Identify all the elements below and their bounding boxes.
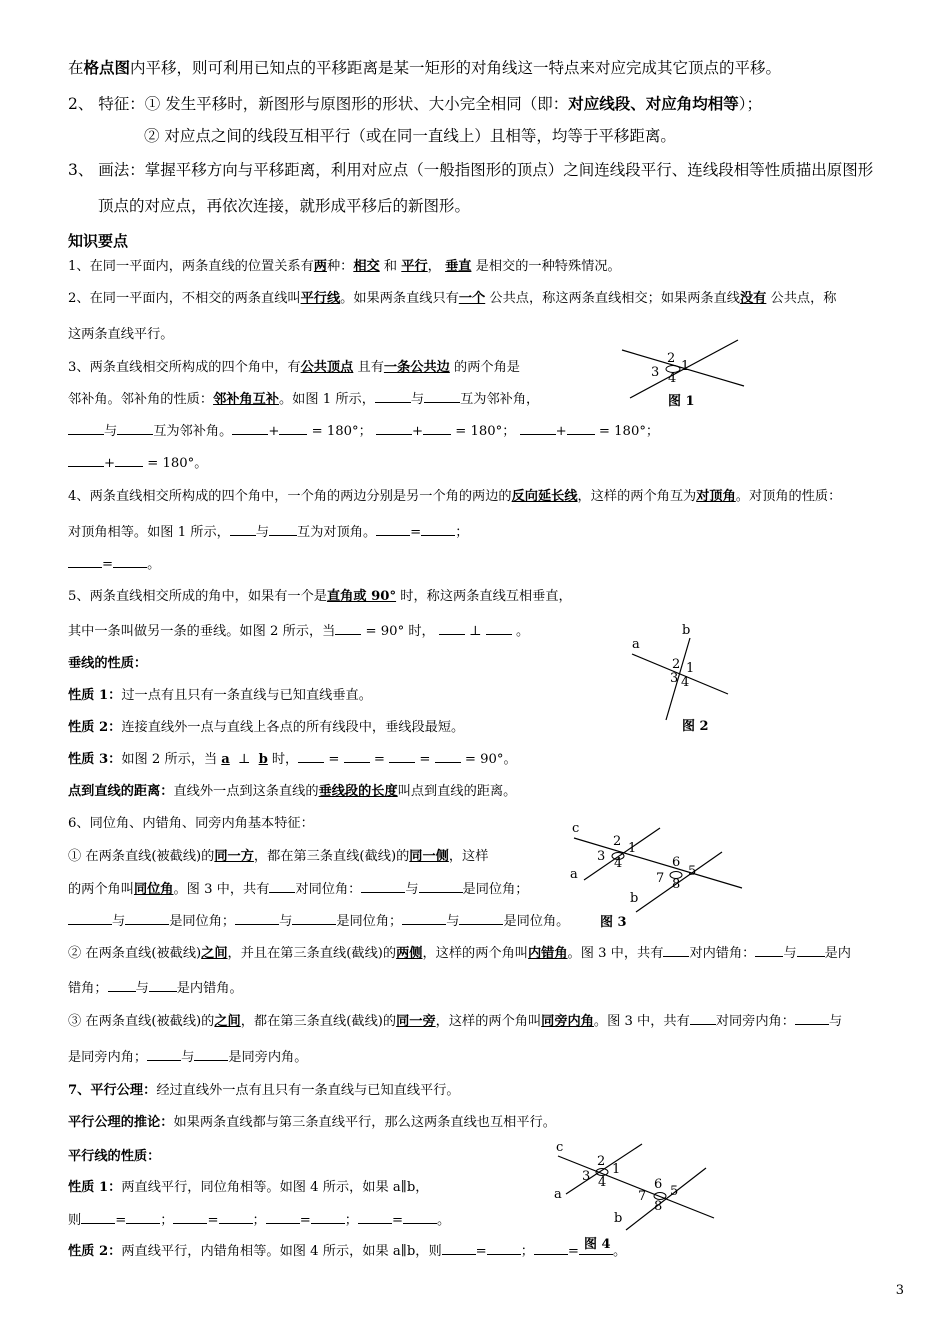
fig3-line-a (584, 828, 660, 880)
fig4-label-2: 2 (597, 1154, 606, 1169)
perp-props-title: 垂线的性质： (68, 656, 148, 671)
figure-4 (550, 1138, 720, 1254)
parallel-prop-1: 性质 1：两直线平行，同位角相等。如图 4 所示，如果 a∥b， (68, 1180, 429, 1195)
fig1-label-1: 1 (681, 359, 690, 374)
fig4-label-b: b (614, 1211, 623, 1226)
parallel-prop-1-blanks: 则 = ； = ； = ； = 。 (68, 1213, 451, 1228)
fig2-caption: 图 2 (682, 719, 709, 734)
fig3-label-4: 4 (614, 856, 623, 871)
fig3-label-3: 3 (597, 849, 606, 864)
intro-line-3: ② 对应点之间的线段互相平行（或在同一直线上）且相等，均等于平移距离。 (144, 127, 676, 145)
fig4-label-4: 4 (598, 1175, 607, 1190)
fig3-label-c: c (572, 821, 580, 836)
fig2-label-b: b (682, 623, 691, 638)
fig3-label-a: a (570, 867, 578, 882)
perp-prop-3: 性质 3：如图 2 所示，当 a ⊥ b 时， = = = = 90°。 (68, 752, 517, 767)
fig2-label-2: 2 (672, 657, 681, 672)
point-6-c2-line-2: 错角； 与 是内错角。 (68, 981, 243, 996)
point-line-distance: 点到直线的距离：直线外一点到这条直线的垂线段的长度叫点到直线的距离。 (68, 784, 517, 799)
intro-line-4: 3、 画法：掌握平移方向与平移距离，利用对应点（一般指图形的顶点）之间连线段平行、连线段相等性质描出原图形 (68, 161, 874, 179)
perp-prop-2: 性质 2：连接直线外一点与直线上各点的所有线段中，垂线段最短。 (68, 720, 465, 735)
fig4-label-c: c (556, 1140, 564, 1155)
fig2-label-3: 3 (670, 671, 679, 686)
fig3-label-5: 5 (688, 864, 697, 879)
fig4-label-a: a (554, 1187, 562, 1202)
point-6-c1-line-1: ① 在两条直线(被截线)的同一方，都在第三条直线(截线)的同一侧，这样 (68, 849, 489, 864)
fig1-label-2: 2 (667, 351, 676, 366)
figure-2 (624, 620, 734, 736)
fig1-label-4: 4 (668, 371, 677, 386)
point-3-line-1: 3、两条直线相交所构成的四个角中，有公共顶点 且有一条公共边 的两个角是 (68, 360, 520, 375)
point-6-c1-line-2: 的两个角叫同位角。图 3 中，共有 对同位角： 与 是同位角； (68, 882, 529, 897)
point-2-cont: 这两条直线平行。 (68, 327, 174, 342)
point-1: 1、在同一平面内，两条直线的位置关系有两种：相交 和 平行， 垂直 是相交的一种特殊情况。 (68, 259, 621, 274)
fig3-caption: 图 3 (600, 915, 627, 930)
point-3-line-3: 与 互为邻补角。 + = 180°； + = 180°； + = 180°； (68, 420, 659, 439)
fig4-label-1: 1 (612, 1162, 621, 1177)
point-4-line-2: 对顶角相等。如图 1 所示， 与 互为对顶角。 = ； (68, 525, 469, 540)
intro-line-2: 2、 特征：① 发生平移时，新图形与原图形的形状、大小完全相同（即：对应线段、对应角均相等）； (68, 94, 762, 113)
point-6-c3-line-2: 是同旁内角； 与 是同旁内角。 (68, 1050, 308, 1065)
figure-3 (566, 818, 746, 934)
fig2-label-1: 1 (686, 661, 695, 676)
fig2-label-a: a (632, 637, 640, 652)
point-3-line-2: 邻补角。邻补角的性质：邻补角互补。如图 1 所示， 与 互为邻补角， (68, 392, 540, 407)
fig4-label-8: 8 (654, 1199, 663, 1214)
fig3-label-b: b (630, 891, 639, 906)
point-6-c3-line-1: ③ 在两条直线(被截线)的之间，都在第三条直线(截线)的同一旁，这样的两个角叫同旁内角。图 3 中，共有 对同旁内角： 与 (68, 1014, 843, 1029)
section-title: 知识要点 (68, 232, 129, 250)
fig4-caption: 图 4 (584, 1237, 611, 1252)
fig3-label-6: 6 (672, 855, 681, 870)
fig1-label-3: 3 (651, 365, 660, 380)
page-number: 3 (895, 1283, 904, 1298)
fig4-label-7: 7 (638, 1189, 647, 1204)
parallel-prop-2: 性质 2：两直线平行，内错角相等。如图 4 所示，如果 a∥b，则 = ； = 。 (68, 1244, 627, 1259)
fig2-label-4: 4 (681, 675, 690, 690)
intro-line-1: 在格点图内平移，则可利用已知点的平移距离是某一矩形的对角线这一特点来对应完成其它顶点的平移。 (68, 58, 782, 77)
point-6-c2-line-1: ② 在两条直线(被截线)之间，并且在第三条直线(截线)的两侧，这样的两个角叫内错角。图 3 中，共有 对内错角： 与 是内 (68, 946, 851, 961)
parallel-props-title: 平行线的性质： (68, 1149, 161, 1164)
fig4-label-3: 3 (582, 1169, 591, 1184)
fig3-label-8: 8 (672, 877, 681, 892)
fig3-label-2: 2 (613, 834, 622, 849)
figure-1 (618, 336, 748, 412)
point-4-line-3: = 。 (68, 553, 160, 572)
fig4-label-5: 5 (670, 1184, 679, 1199)
parallel-axiom: 7、平行公理：经过直线外一点有且只有一条直线与已知直线平行。 (68, 1083, 460, 1098)
point-4-line-1: 4、两条直线相交所构成的四个角中，一个角的两边分别是另一个角的两边的反向延长线，这样的两个角互为对顶角。对顶角的性质： (68, 489, 842, 504)
perp-prop-1: 性质 1：过一点有且只有一条直线与已知直线垂直。 (68, 688, 372, 703)
point-5-line-2: 其中一条叫做另一条的垂线。如图 2 所示，当 = 90° 时， ⊥ 。 (68, 624, 530, 639)
point-6-title: 6、同位角、内错角、同旁内角基本特征： (68, 816, 314, 831)
fig3-label-7: 7 (656, 871, 665, 886)
point-2: 2、在同一平面内，不相交的两条直线叫平行线。如果两条直线只有一个 公共点，称这两条直线相交；如果两条直线没有 公共点，称 (68, 291, 837, 306)
intro-line-5: 顶点的对应点，再依次连接，就形成平移后的新图形。 (98, 197, 471, 215)
fig4-transversal-c (558, 1156, 714, 1218)
point-6-c1-line-3: 与 是同位角； 与 是同位角； 与 是同位角。 (68, 910, 569, 929)
point-3-line-4: + = 180°。 (68, 452, 207, 471)
fig4-label-6: 6 (654, 1177, 663, 1192)
parallel-corollary: 平行公理的推论：如果两条直线都与第三条直线平行，那么这两条直线也互相平行。 (68, 1115, 556, 1130)
point-5-line-1: 5、两条直线相交所成的角中，如果有一个是直角或 90° 时，称这两条直线互相垂直， (68, 589, 572, 604)
fig3-label-1: 1 (628, 841, 637, 856)
fig1-caption: 图 1 (668, 394, 695, 409)
